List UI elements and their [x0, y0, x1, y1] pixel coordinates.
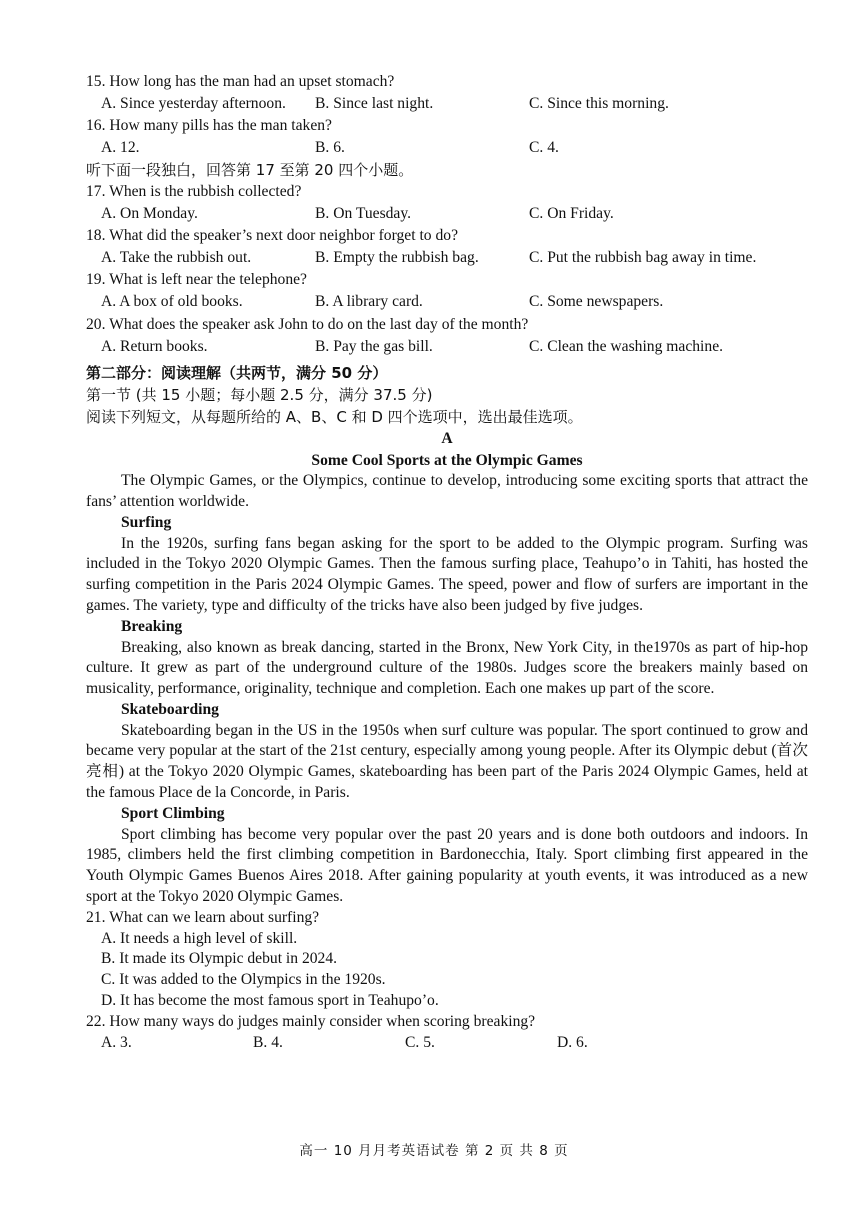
passage-letter: A — [441, 430, 453, 448]
part2-instruction: 阅读下列短文，从每题所给的 A、B、C 和 D 四个选项中，选出最佳选项。 — [86, 407, 583, 426]
option-b: B. 4. — [253, 1033, 283, 1051]
option-c: C. Clean the washing machine. — [529, 337, 724, 355]
question-20-options — [86, 336, 808, 358]
option-a: A. 12. — [101, 138, 140, 156]
page-footer: 高一 10 月月考英语试卷 第 2 页 共 8 页 — [299, 1143, 569, 1159]
passage-title: Some Cool Sports at the Olympic Games — [311, 451, 583, 469]
question-18: 18. What did the speaker’s next door neighbor forget to do? — [86, 227, 458, 245]
option-a: A. Take the rubbish out. — [101, 249, 252, 267]
question-16: 16. How many pills has the man taken? — [86, 116, 332, 134]
question-17: 17. When is the rubbish collected? — [86, 182, 302, 200]
option-c: C. Some newspapers. — [529, 293, 664, 311]
option-c: C. 4. — [529, 138, 559, 156]
section-text-surfing: In the 1920s, surfing fans began asking for the sport to be added to the Olympic program. Surfing was included in the Tokyo 2020 Olympic Games. Then the famous surfing place, Teahupo’o in Tahiti, has hosted the surfing competition in the Paris 2024 Olympic Games. The speed, power and flow of surfers are important in the games. The variety, type and difficulty of the tricks have also been judged by five judges. — [86, 534, 808, 614]
option-c: C. It was added to the Olympics in the 1920s. — [101, 971, 386, 989]
option-d: D. 6. — [557, 1033, 588, 1051]
option-b: B. It made its Olympic debut in 2024. — [101, 950, 338, 968]
question-19-options — [86, 292, 808, 314]
question-15: 15. How long has the man had an upset stomach? — [86, 72, 395, 90]
listening-instruction: 听下面一段独白，回答第 17 至第 20 四个小题。 — [86, 160, 414, 179]
option-c: C. 5. — [405, 1033, 435, 1051]
section-text-sport-climbing: Sport climbing has become very popular over the past 20 years and is done both outdoors and indoors. In 1985, climbers held the first climbing competition in Bardonecchia, Italy. Sport climbing first appeared in the Youth Olympic Games Buenos Aires 2018. After gaining popularity at youth events, it was introduced as a new sport at the Tokyo 2020 Olympic Games. — [86, 825, 808, 906]
question-16-options — [86, 137, 808, 159]
option-b: B. 6. — [315, 138, 345, 156]
exam-page — [86, 71, 808, 1053]
option-c: C. Put the rubbish bag away in time. — [529, 249, 757, 267]
option-b: B. Empty the rubbish bag. — [315, 249, 479, 267]
option-b: B. Since last night. — [315, 94, 434, 112]
question-20: 20. What does the speaker ask John to do on the last day of the month? — [86, 315, 529, 333]
question-19: 19. What is left near the telephone? — [86, 271, 307, 289]
section-heading-sport-climbing: Sport Climbing — [121, 804, 225, 822]
option-b: B. A library card. — [315, 293, 423, 311]
option-a: A. It needs a high level of skill. — [101, 929, 298, 947]
section-heading-skateboarding: Skateboarding — [121, 700, 219, 718]
section-heading-breaking: Breaking — [121, 617, 183, 635]
question-21: 21. What can we learn about surfing? — [86, 908, 320, 926]
section-text-skateboarding: Skateboarding began in the US in the 1950s when surf culture was popular. The sport continued to grow and became very popular at the start of the 21st century, especially among young people. After its Olympic debut (首次亮相) at the Tokyo 2020 Olympic Games, skateboarding has been part of the Paris 2024 Olympic Games, held at the famous Place de la Concorde, in Paris. — [86, 721, 808, 802]
option-c: C. On Friday. — [529, 205, 614, 223]
option-a: A. A box of old books. — [101, 293, 243, 311]
option-a: A. On Monday. — [101, 205, 198, 223]
option-a: A. 3. — [101, 1033, 132, 1051]
question-22-options — [86, 1033, 808, 1054]
passage-body — [86, 471, 808, 908]
part2-heading: 第二部分：阅读理解（共两节，满分 50 分） — [86, 363, 388, 382]
option-a: A. Return books. — [101, 337, 208, 355]
part2-section: 第一节 (共 15 小题；每小题 2.5 分，满分 37.5 分) — [86, 385, 433, 404]
option-d: D. It has become the most famous sport in Teahupo’o. — [101, 992, 439, 1010]
question-22: 22. How many ways do judges mainly consider when scoring breaking? — [86, 1012, 536, 1030]
passage-intro: The Olympic Games, or the Olympics, continue to develop, introducing some exciting sports that attract the fans’ attention worldwide. — [86, 472, 808, 510]
option-c: C. Since this morning. — [529, 94, 669, 112]
option-b: B. Pay the gas bill. — [315, 337, 433, 355]
question-15-options — [86, 93, 808, 115]
option-b: B. On Tuesday. — [315, 205, 412, 223]
section-heading-surfing: Surfing — [121, 513, 172, 531]
section-text-breaking: Breaking, also known as break dancing, started in the Bronx, New York City, in the1970s as part of hip-hop culture. It grew as part of the underground culture of the 1980s. Judges score the breakers mainly based on musicality, performance, originality, technique and completion. Each one makes up part of the score. — [86, 638, 808, 698]
question-17-options — [86, 203, 808, 225]
option-a: A. Since yesterday afternoon. — [101, 94, 286, 112]
question-18-options — [86, 248, 808, 270]
